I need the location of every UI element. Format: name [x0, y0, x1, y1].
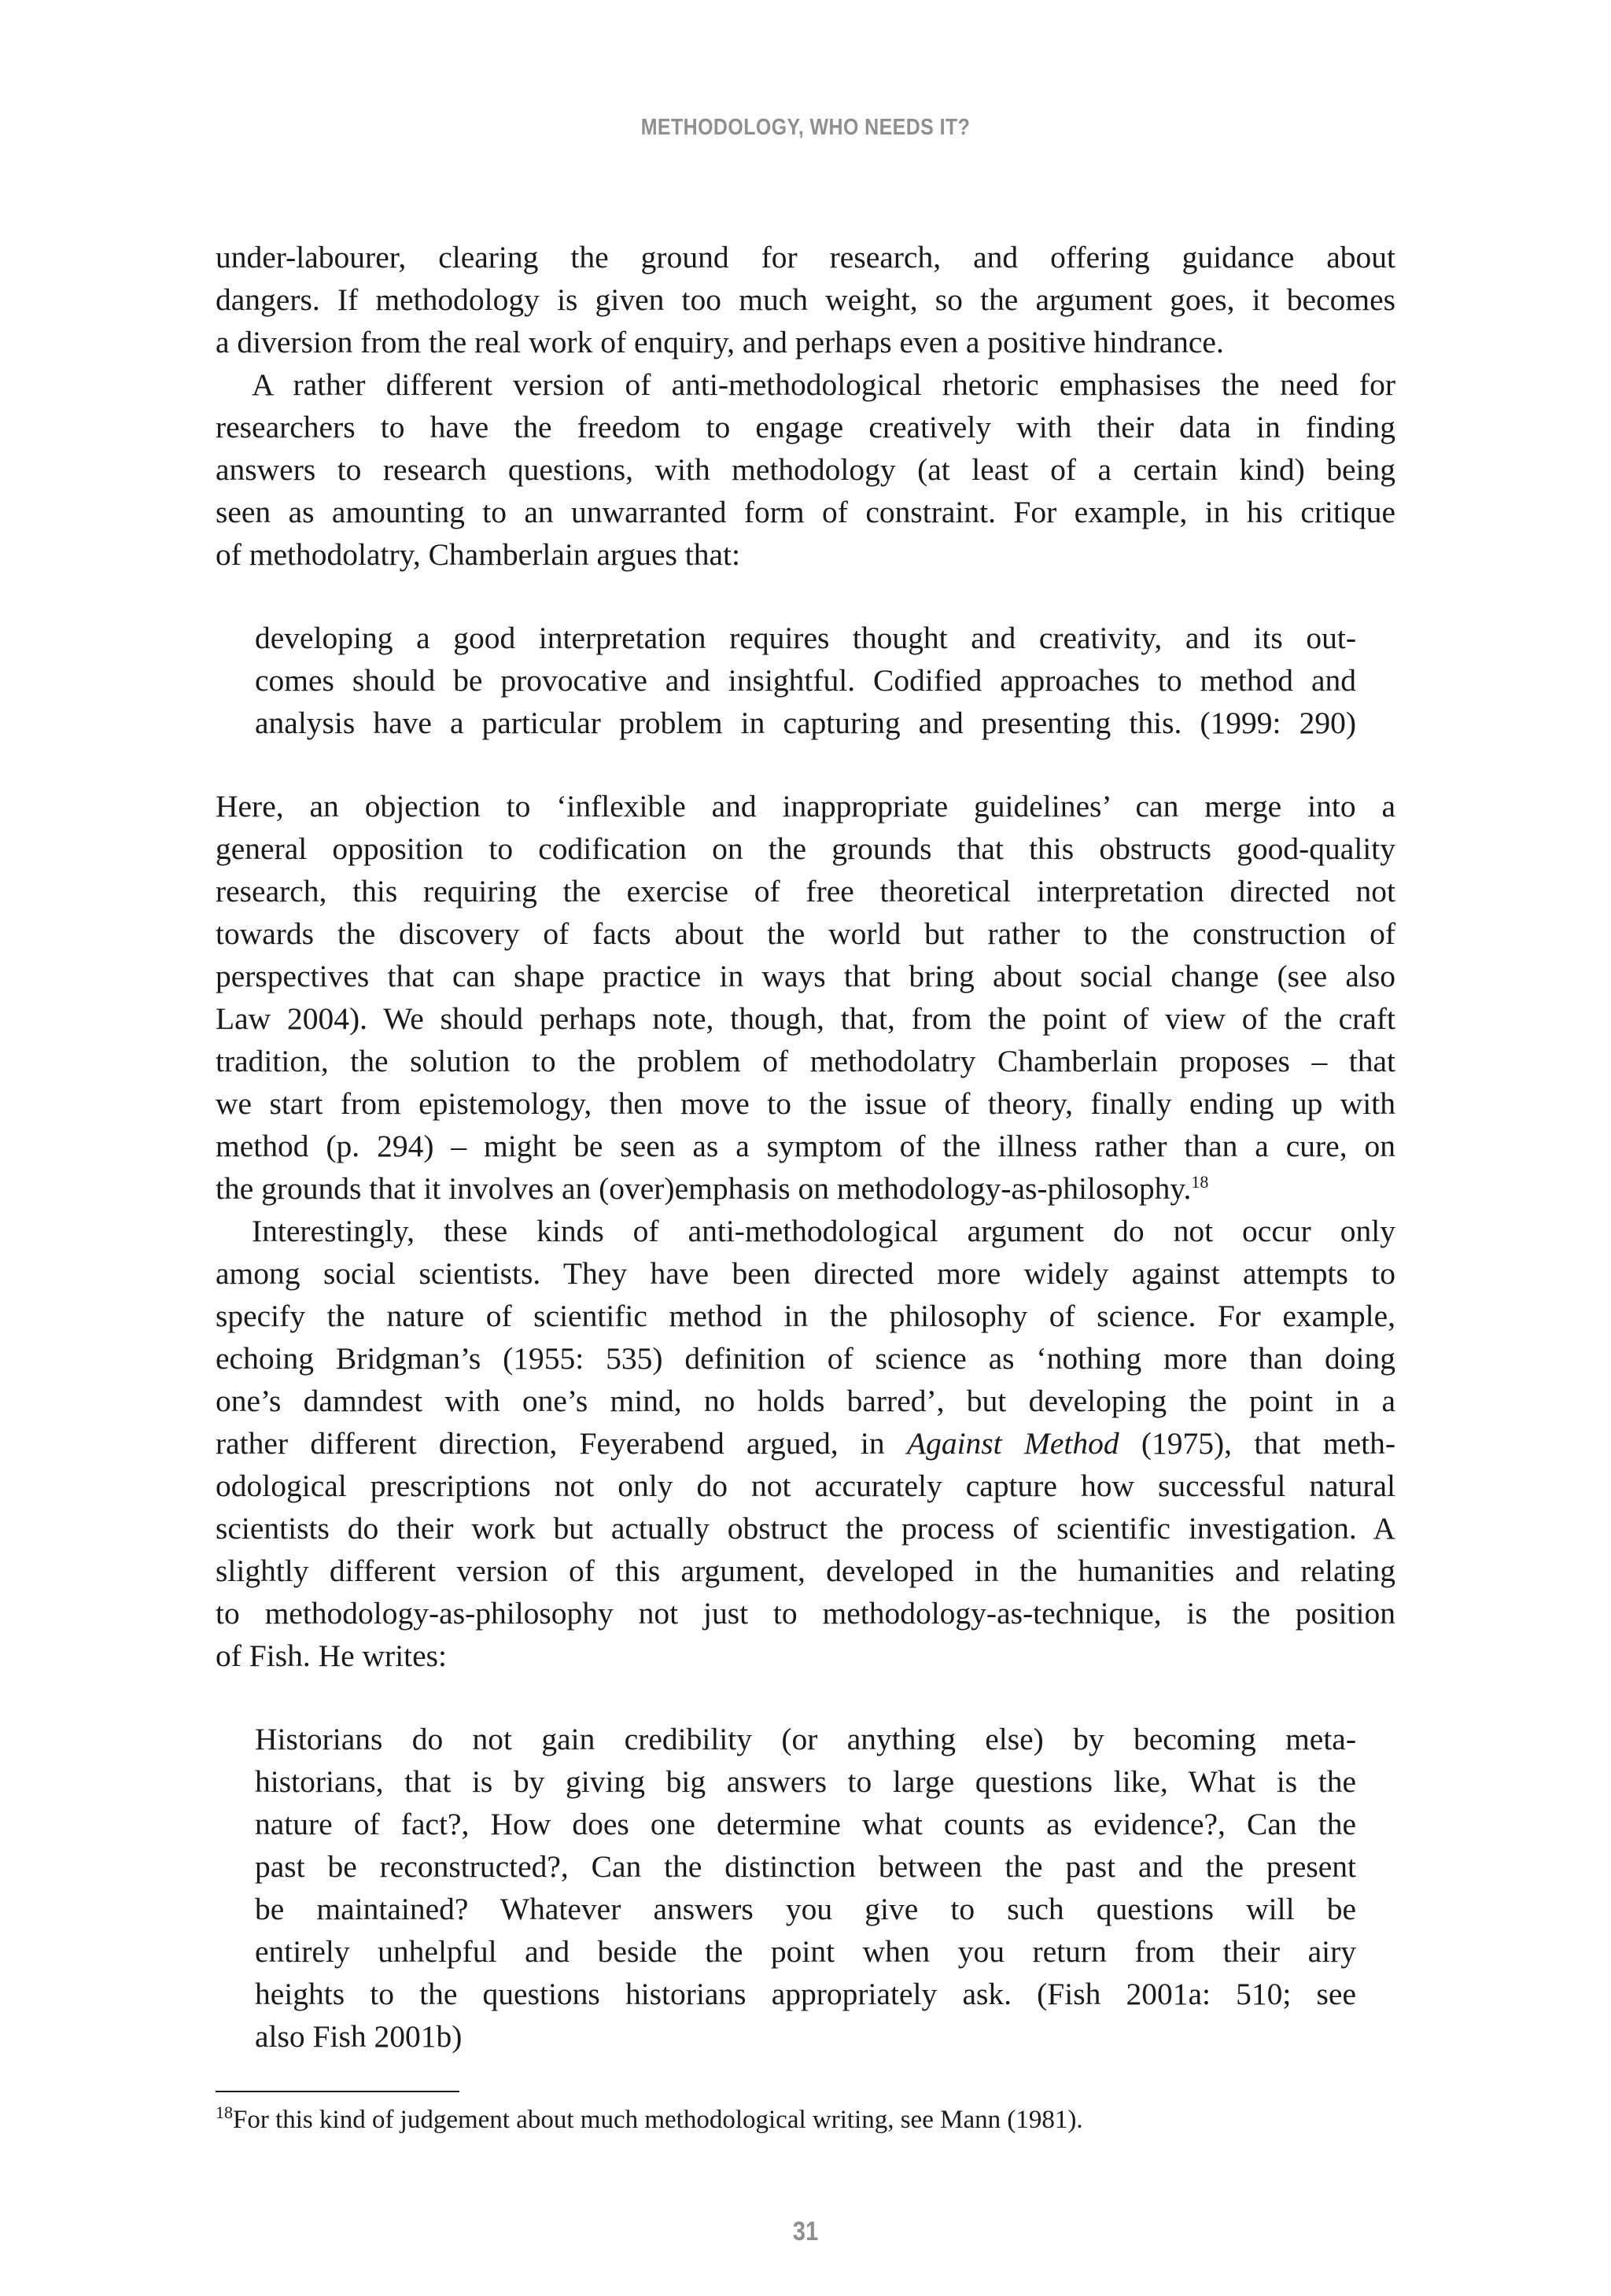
text-line: of Fish. He writes: — [216, 1638, 448, 1673]
quote-line: past be reconstructed?, Can the distinction between the past and the present — [255, 1849, 1356, 1884]
text-line: general opposition to codification on the grounds that this obstructs good-quality — [216, 831, 1395, 866]
quote-line: analysis have a particular problem in capturing and presenting this. (1999: 290) — [255, 706, 1356, 740]
quote-line: Historians do not gain credibility (or anything else) by becoming meta- — [255, 1722, 1356, 1756]
quote-line: also Fish 2001b) — [255, 2019, 463, 2054]
text-line: of methodolatry, Chamberlain argues that: — [216, 537, 740, 572]
page-number: 31 — [792, 2217, 819, 2246]
text-line: one’s damndest with one’s mind, no holds barred’, but developing the point in a — [216, 1384, 1395, 1418]
text-line: specify the nature of scientific method in the philosophy of science. For example, — [216, 1299, 1395, 1333]
quote-line: nature of fact?, How does one determine what counts as evidence?, Can the — [255, 1807, 1356, 1841]
footnote-marker[interactable]: 18 — [1191, 1171, 1209, 1192]
book-title-italic: Against Method — [906, 1426, 1119, 1461]
text-segment: the grounds that it involves an (over)emphasis on methodology-as-philosophy. — [216, 1171, 1192, 1206]
paragraph-2 — [216, 363, 1395, 576]
footnote-number: 18 — [216, 2103, 233, 2122]
body-text — [216, 236, 1395, 2099]
paragraph-4 — [216, 1210, 1395, 1677]
quote-line: comes should be provocative and insightful. Codified approaches to method and — [255, 663, 1356, 698]
text-line: towards the discovery of facts about the world but rather to the construction of — [216, 916, 1395, 951]
text-line: odological prescriptions not only do not accurately capture how successful natural — [216, 1469, 1395, 1503]
text-line: echoing Bridgman’s (1955: 535) definition of science as ‘nothing more than doing — [216, 1341, 1395, 1376]
text-line: we start from epistemology, then move to the issue of theory, finally ending up with — [216, 1086, 1395, 1121]
text-line: under-labourer, clearing the ground for research, and offering guidance about — [216, 240, 1395, 275]
paragraph-3 — [216, 785, 1395, 1210]
footnote-text: For this kind of judgement about much methodological writing, see Mann (1981). — [233, 2106, 1083, 2134]
text-line: Law 2004). We should perhaps note, though, that, from the point of view of the craft — [216, 1001, 1395, 1036]
quote-line: be maintained? Whatever answers you give to such questions will be — [255, 1892, 1356, 1926]
text-line: seen as amounting to an unwarranted form of constraint. For example, in his critique — [216, 495, 1395, 529]
block-quote-fish — [255, 1718, 1356, 2058]
running-head: METHODOLOGY, WHO NEEDS IT? — [640, 115, 971, 140]
text-line: Interestingly, these kinds of anti-methodological argument do not occur only — [252, 1214, 1395, 1248]
text-line — [216, 1422, 1395, 1465]
quote-line: entirely unhelpful and beside the point when you return from their airy — [255, 1934, 1356, 1969]
text-segment: (1975), that meth- — [1119, 1426, 1395, 1461]
footnote — [216, 2103, 1395, 2136]
text-line: A rather different version of anti-methodological rhetoric emphasises the need for — [252, 367, 1395, 402]
quote-line: heights to the questions historians appropriately ask. (Fish 2001a: 510; see — [255, 1977, 1356, 2011]
text-line: perspectives that can shape practice in ways that bring about social change (see also — [216, 959, 1395, 993]
paragraph-1 — [216, 236, 1395, 363]
text-line: to methodology-as-philosophy not just to methodology-as-technique, is the position — [216, 1596, 1395, 1631]
text-line: scientists do their work but actually obstruct the process of scientific investigation. A — [216, 1511, 1395, 1546]
text-line: dangers. If methodology is given too much weight, so the argument goes, it becomes — [216, 282, 1395, 317]
block-quote-chamberlain — [255, 617, 1356, 744]
text-line: researchers to have the freedom to engage creatively with their data in finding — [216, 410, 1395, 444]
text-line: tradition, the solution to the problem of methodolatry Chamberlain proposes – that — [216, 1044, 1395, 1078]
text-line: a diversion from the real work of enquiry, and perhaps even a positive hindrance. — [216, 325, 1224, 359]
text-line: method (p. 294) – might be seen as a symptom of the illness rather than a cure, on — [216, 1129, 1395, 1163]
footnote-divider — [216, 2091, 459, 2092]
text-line: Here, an objection to ‘inflexible and inappropriate guidelines’ can merge into a — [216, 789, 1395, 824]
text-segment: rather different direction, Feyerabend argued, in — [216, 1426, 907, 1461]
quote-line: developing a good interpretation requires thought and creativity, and its out- — [255, 621, 1356, 655]
text-line — [216, 1167, 1395, 1210]
text-line: answers to research questions, with methodology (at least of a certain kind) being — [216, 452, 1395, 487]
text-line: slightly different version of this argument, developed in the humanities and relating — [216, 1553, 1395, 1588]
text-line: research, this requiring the exercise of free theoretical interpretation directed not — [216, 874, 1395, 908]
quote-line: historians, that is by giving big answers to large questions like, What is the — [255, 1764, 1356, 1799]
text-line: among social scientists. They have been directed more widely against attempts to — [216, 1256, 1395, 1291]
